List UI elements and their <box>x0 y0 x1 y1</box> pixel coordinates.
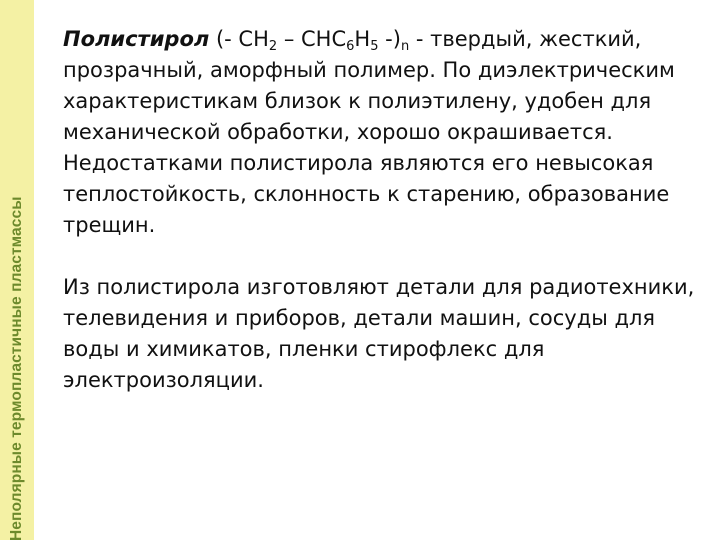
paragraph-polystyrene-properties <box>63 24 713 241</box>
formula-part: – СНС <box>277 27 347 51</box>
sidebar-band <box>0 0 34 540</box>
formula-part: -) <box>378 27 401 51</box>
formula-subscript: 2 <box>268 39 278 54</box>
formula-subscript: 5 <box>370 39 379 54</box>
slide-body <box>63 24 713 396</box>
formula-part: Н <box>354 27 371 51</box>
paragraph-text: - твердый, жесткий, прозрачный, аморфный полимер. По диэлектрическим характеристикам близок к полиэтилену, удобен для механической обработки, хорошо окрашивается. Недостатками полистирола являются его невысокая теплостойкость, склонность к старению, образование трещин. <box>63 27 675 237</box>
chemical-formula <box>215 27 410 54</box>
term-polystyrene: Полистирол <box>63 27 210 51</box>
paragraph-polystyrene-uses: Из полистирола изготовляют детали для радиотехники, телевидения и приборов, детали машин, сосуды для воды и химикатов, пленки стирофлекс для электроизоляции. <box>63 275 695 392</box>
sidebar-title: Неполярные термопластичные пластмассы <box>8 196 25 541</box>
formula-subscript: n <box>400 39 410 54</box>
formula-subscript: 6 <box>346 39 355 54</box>
formula-part: (- СН <box>215 27 269 51</box>
